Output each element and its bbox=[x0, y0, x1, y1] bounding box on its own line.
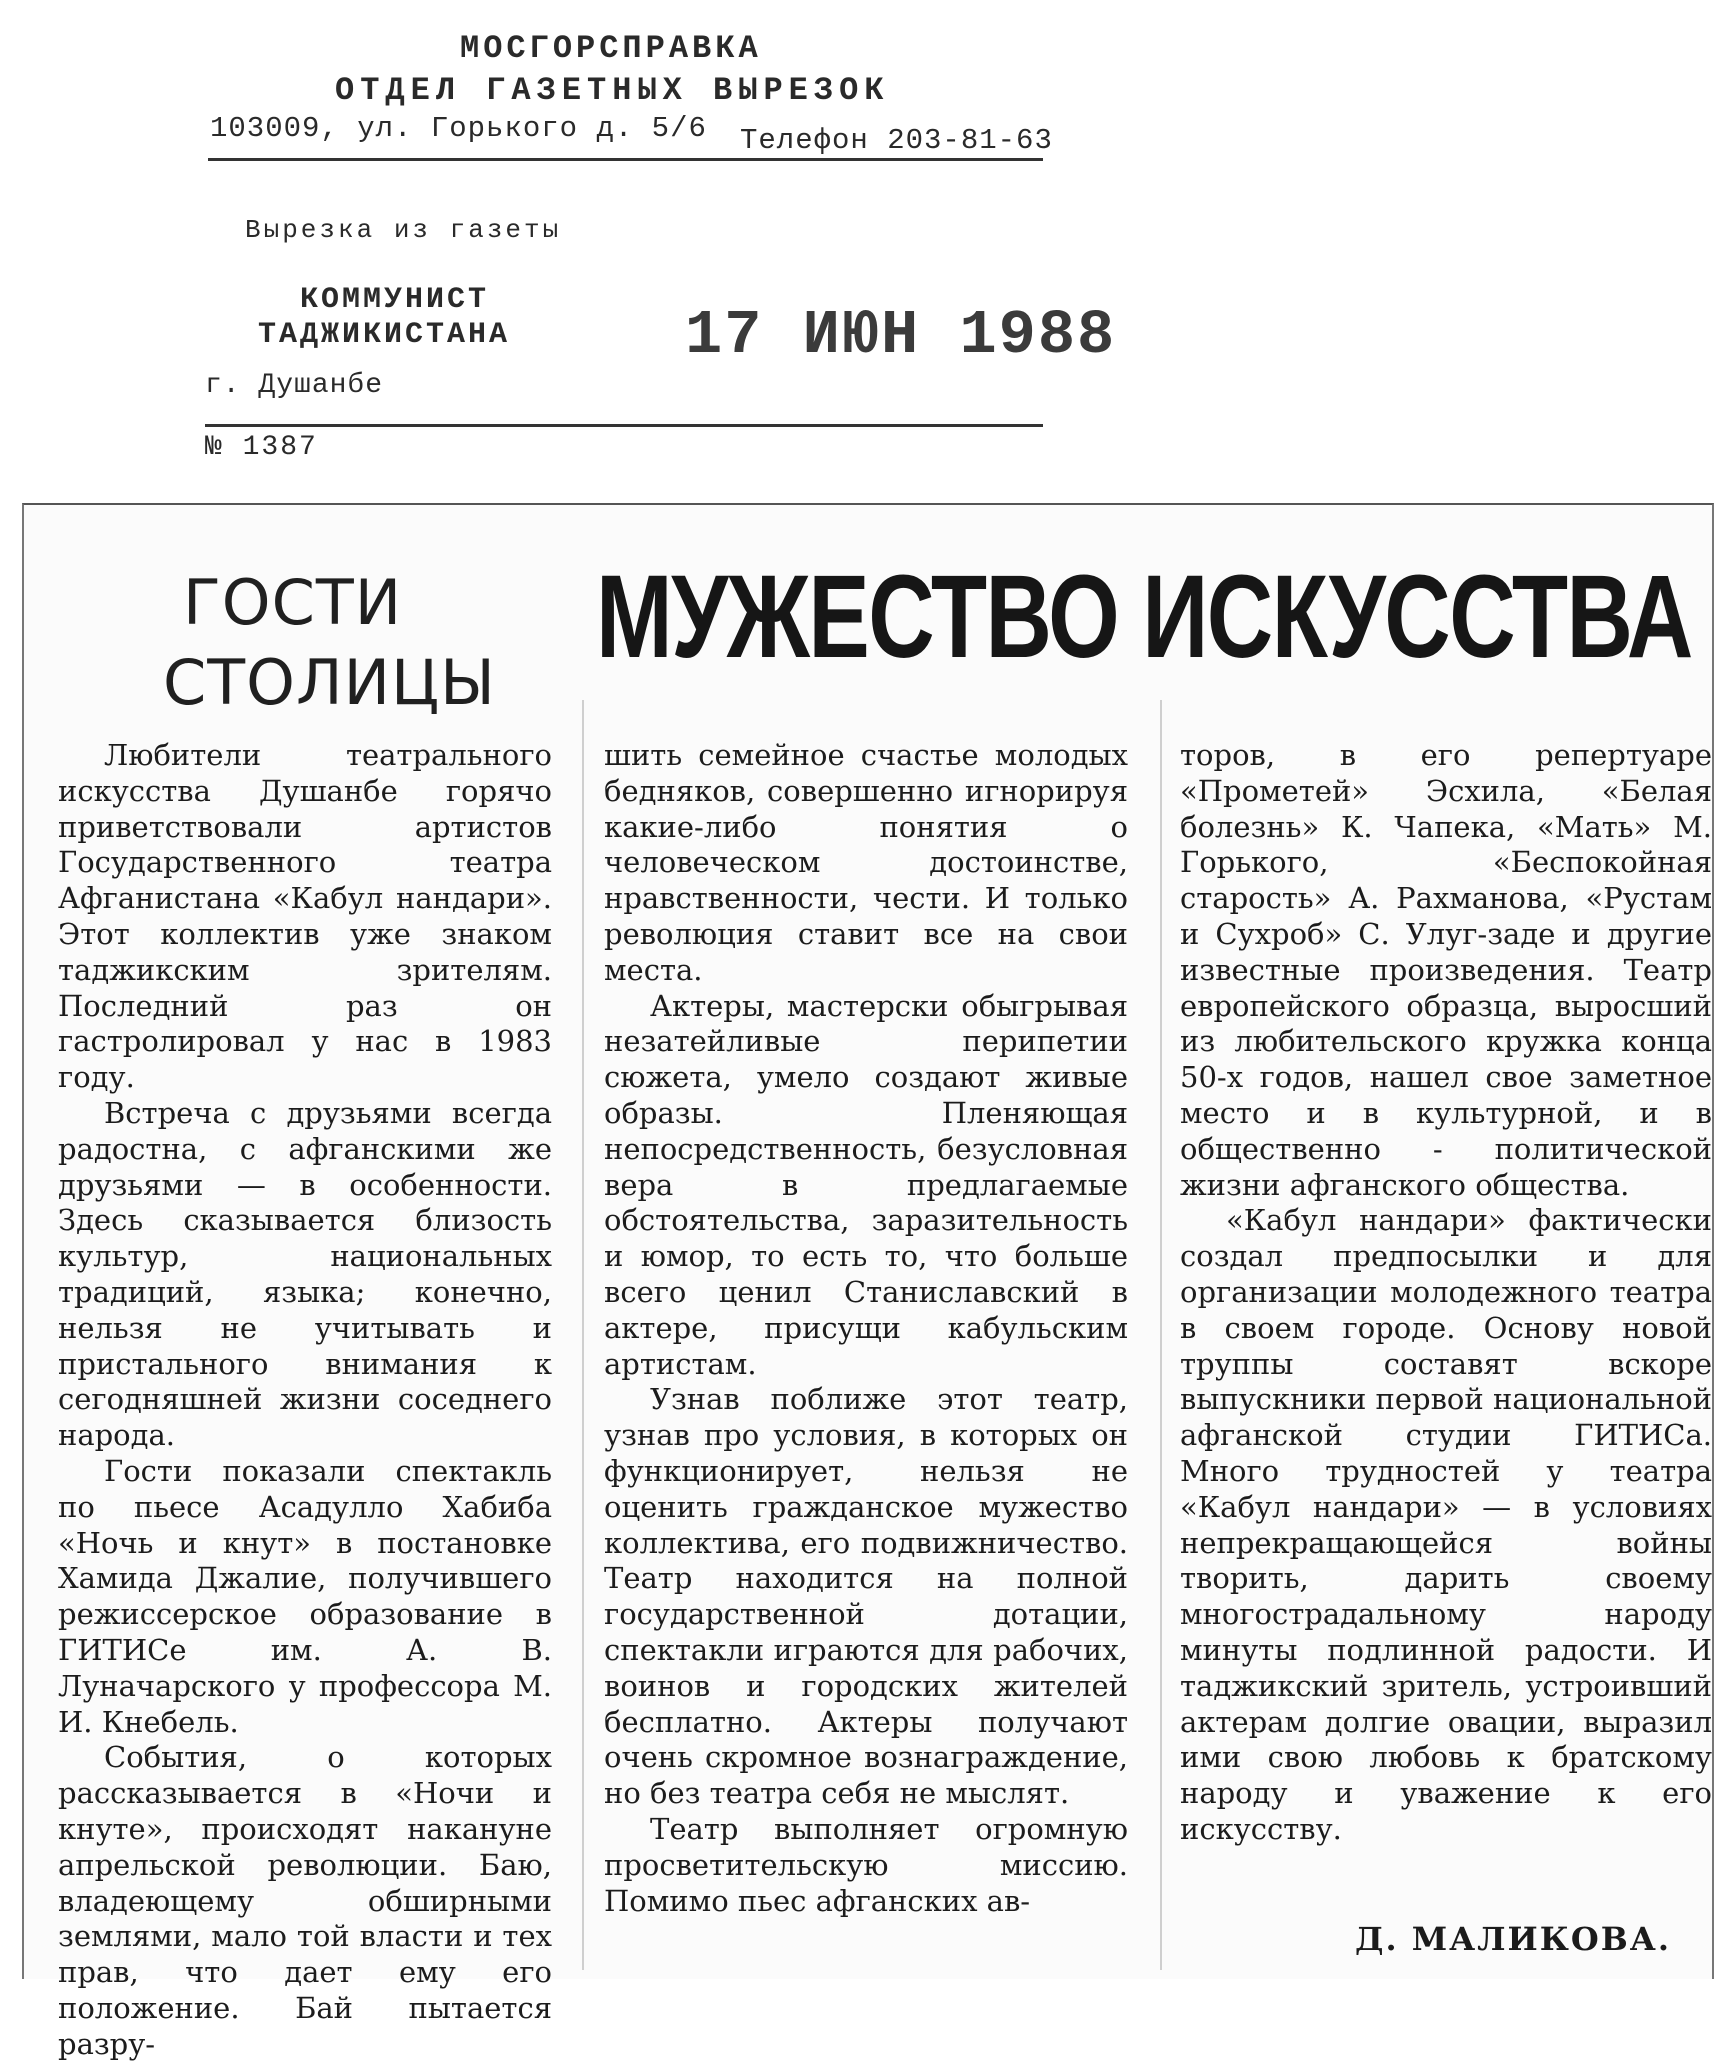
article-column-3 bbox=[1180, 738, 1712, 1848]
stamp-rule-top bbox=[208, 158, 1043, 161]
article-column-2 bbox=[604, 738, 1128, 1919]
stamp-newspaper-name-2: ТАДЖИКИСТАНА bbox=[258, 318, 511, 352]
paragraph: Узнав поближе этот театр, узнав про условия, в которых он функционирует, нельзя не оценить гражданское мужество коллектива, его подвижничество. Театр находится на полной государственной дотации, спектакли играются для рабочих, воинов и городских жителей бесплатно. Актеры получают очень скромное вознаграждение, но без театра себя не мыслят. bbox=[604, 1382, 1128, 1811]
paragraph-continued: торов, в его репертуаре «Прометей» Эсхила, «Белая болезнь» К. Чапека, «Мать» М. Горького, «Беспокойная старость» А. Рахманова, «Рустам и Сухроб» С. Улуг-заде и другие известные произведения. Театр европейского образца, выросший из любительского кружка конца 50-х годов, нашел свое заметное место и в культурной, и в общественно - политической жизни афганского общества. bbox=[1180, 738, 1712, 1202]
paragraph: Актеры, мастерски обыгрывая незатейливые перипетии сюжета, умело создают живые образы. Пленяющая непосредственность, безусловная вера в предлагаемые обстоятельства, заразительность и юмор, то есть то, что больше всего ценил Станиславский в актере, присущи кабульским артистам. bbox=[604, 988, 1128, 1381]
stamp-city: г. Душанбе bbox=[205, 370, 384, 401]
article-rubric bbox=[163, 563, 496, 723]
column-divider bbox=[582, 700, 584, 1970]
paragraph: «Кабул нандари» фактически создал предпосылки и для организации молодежного театра в своем городе. Основу новой труппы составят вскоре выпускники первой национальной афганской студии ГИТИСа. Много трудностей у театра «Кабул нандари» — в условиях непрекращающейся войны творить, дарить своему многострадальному народу минуты подлинной радости. И таджикский зритель, устроивший актерам долгие овации, выразил ими свою любовь к братскому народу и уважение к его искусству. bbox=[1180, 1203, 1712, 1846]
article-column-1 bbox=[58, 738, 552, 2062]
paragraph: Встреча с друзьями всегда радостна, с афганскими же друзьями — в особенности. Здесь сказывается близость культур, национальных традиций, языка; конечно, нельзя не учитывать и пристального внимания к сегодняшней жизни соседнего народа. bbox=[58, 1095, 552, 1453]
rubric-line-1: ГОСТИ bbox=[183, 566, 403, 639]
column-divider bbox=[1160, 700, 1162, 1970]
paragraph: Театр выполняет огромную просветительскую миссию. Помимо пьес афганских ав- bbox=[604, 1811, 1128, 1918]
paragraph-continued: шить семейное счастье молодых бедняков, совершенно игнорируя какие-либо понятия о человеческом достоинстве, нравственности, чести. И только революция ставит все на свои места. bbox=[604, 738, 1128, 987]
stamp-address: 103009, ул. Горького д. 5/6 bbox=[210, 112, 707, 145]
paragraph: Любители театрального искусства Душанбе горячо приветствовали артистов Государственного театра Афганистана «Кабул нандари». Этот коллектив уже знаком таджикским зрителям. Последний раз он гастролировал у нас в 1983 году. bbox=[58, 738, 552, 1095]
paragraph: Гости показали спектакль по пьесе Асадулло Хабиба «Ночь и кнут» в постановке Хамида Джалие, получившего режиссерское образование в ГИТИСе им. А. В. Луначарского у профессора М. И. Кнебель. bbox=[58, 1453, 552, 1739]
stamp-rule-bottom bbox=[205, 424, 1043, 427]
paragraph: События, о которых рассказывается в «Ночи и кнуте», происходят накануне апрельской революции. Баю, владеющему обширными землями, мало той власти и тех прав, что дает ему его положение. Бай пытается разру- bbox=[58, 1740, 552, 2061]
stamp-clip-label: Вырезка из газеты bbox=[245, 215, 562, 245]
stamp-department: ОТДЕЛ ГАЗЕТНЫХ ВЫРЕЗОК bbox=[335, 72, 890, 109]
stamp-issue-number: № 1387 bbox=[205, 432, 318, 463]
stamp-newspaper-name-1: КОММУНИСТ bbox=[300, 283, 490, 317]
stamp-date: 17 ИЮН 1988 bbox=[685, 300, 1117, 371]
rubric-line-2: СТОЛИЦЫ bbox=[163, 646, 496, 719]
article-author: Д. МАЛИКОВА. bbox=[1355, 1920, 1671, 1958]
stamp-organization: МОСГОРСПРАВКА bbox=[460, 30, 762, 67]
stamp-phone: Телефон 203-81-63 bbox=[740, 124, 1053, 157]
archive-stamp bbox=[0, 0, 1734, 480]
article-headline: МУЖЕСТВО ИСКУССТВА bbox=[596, 551, 1692, 683]
